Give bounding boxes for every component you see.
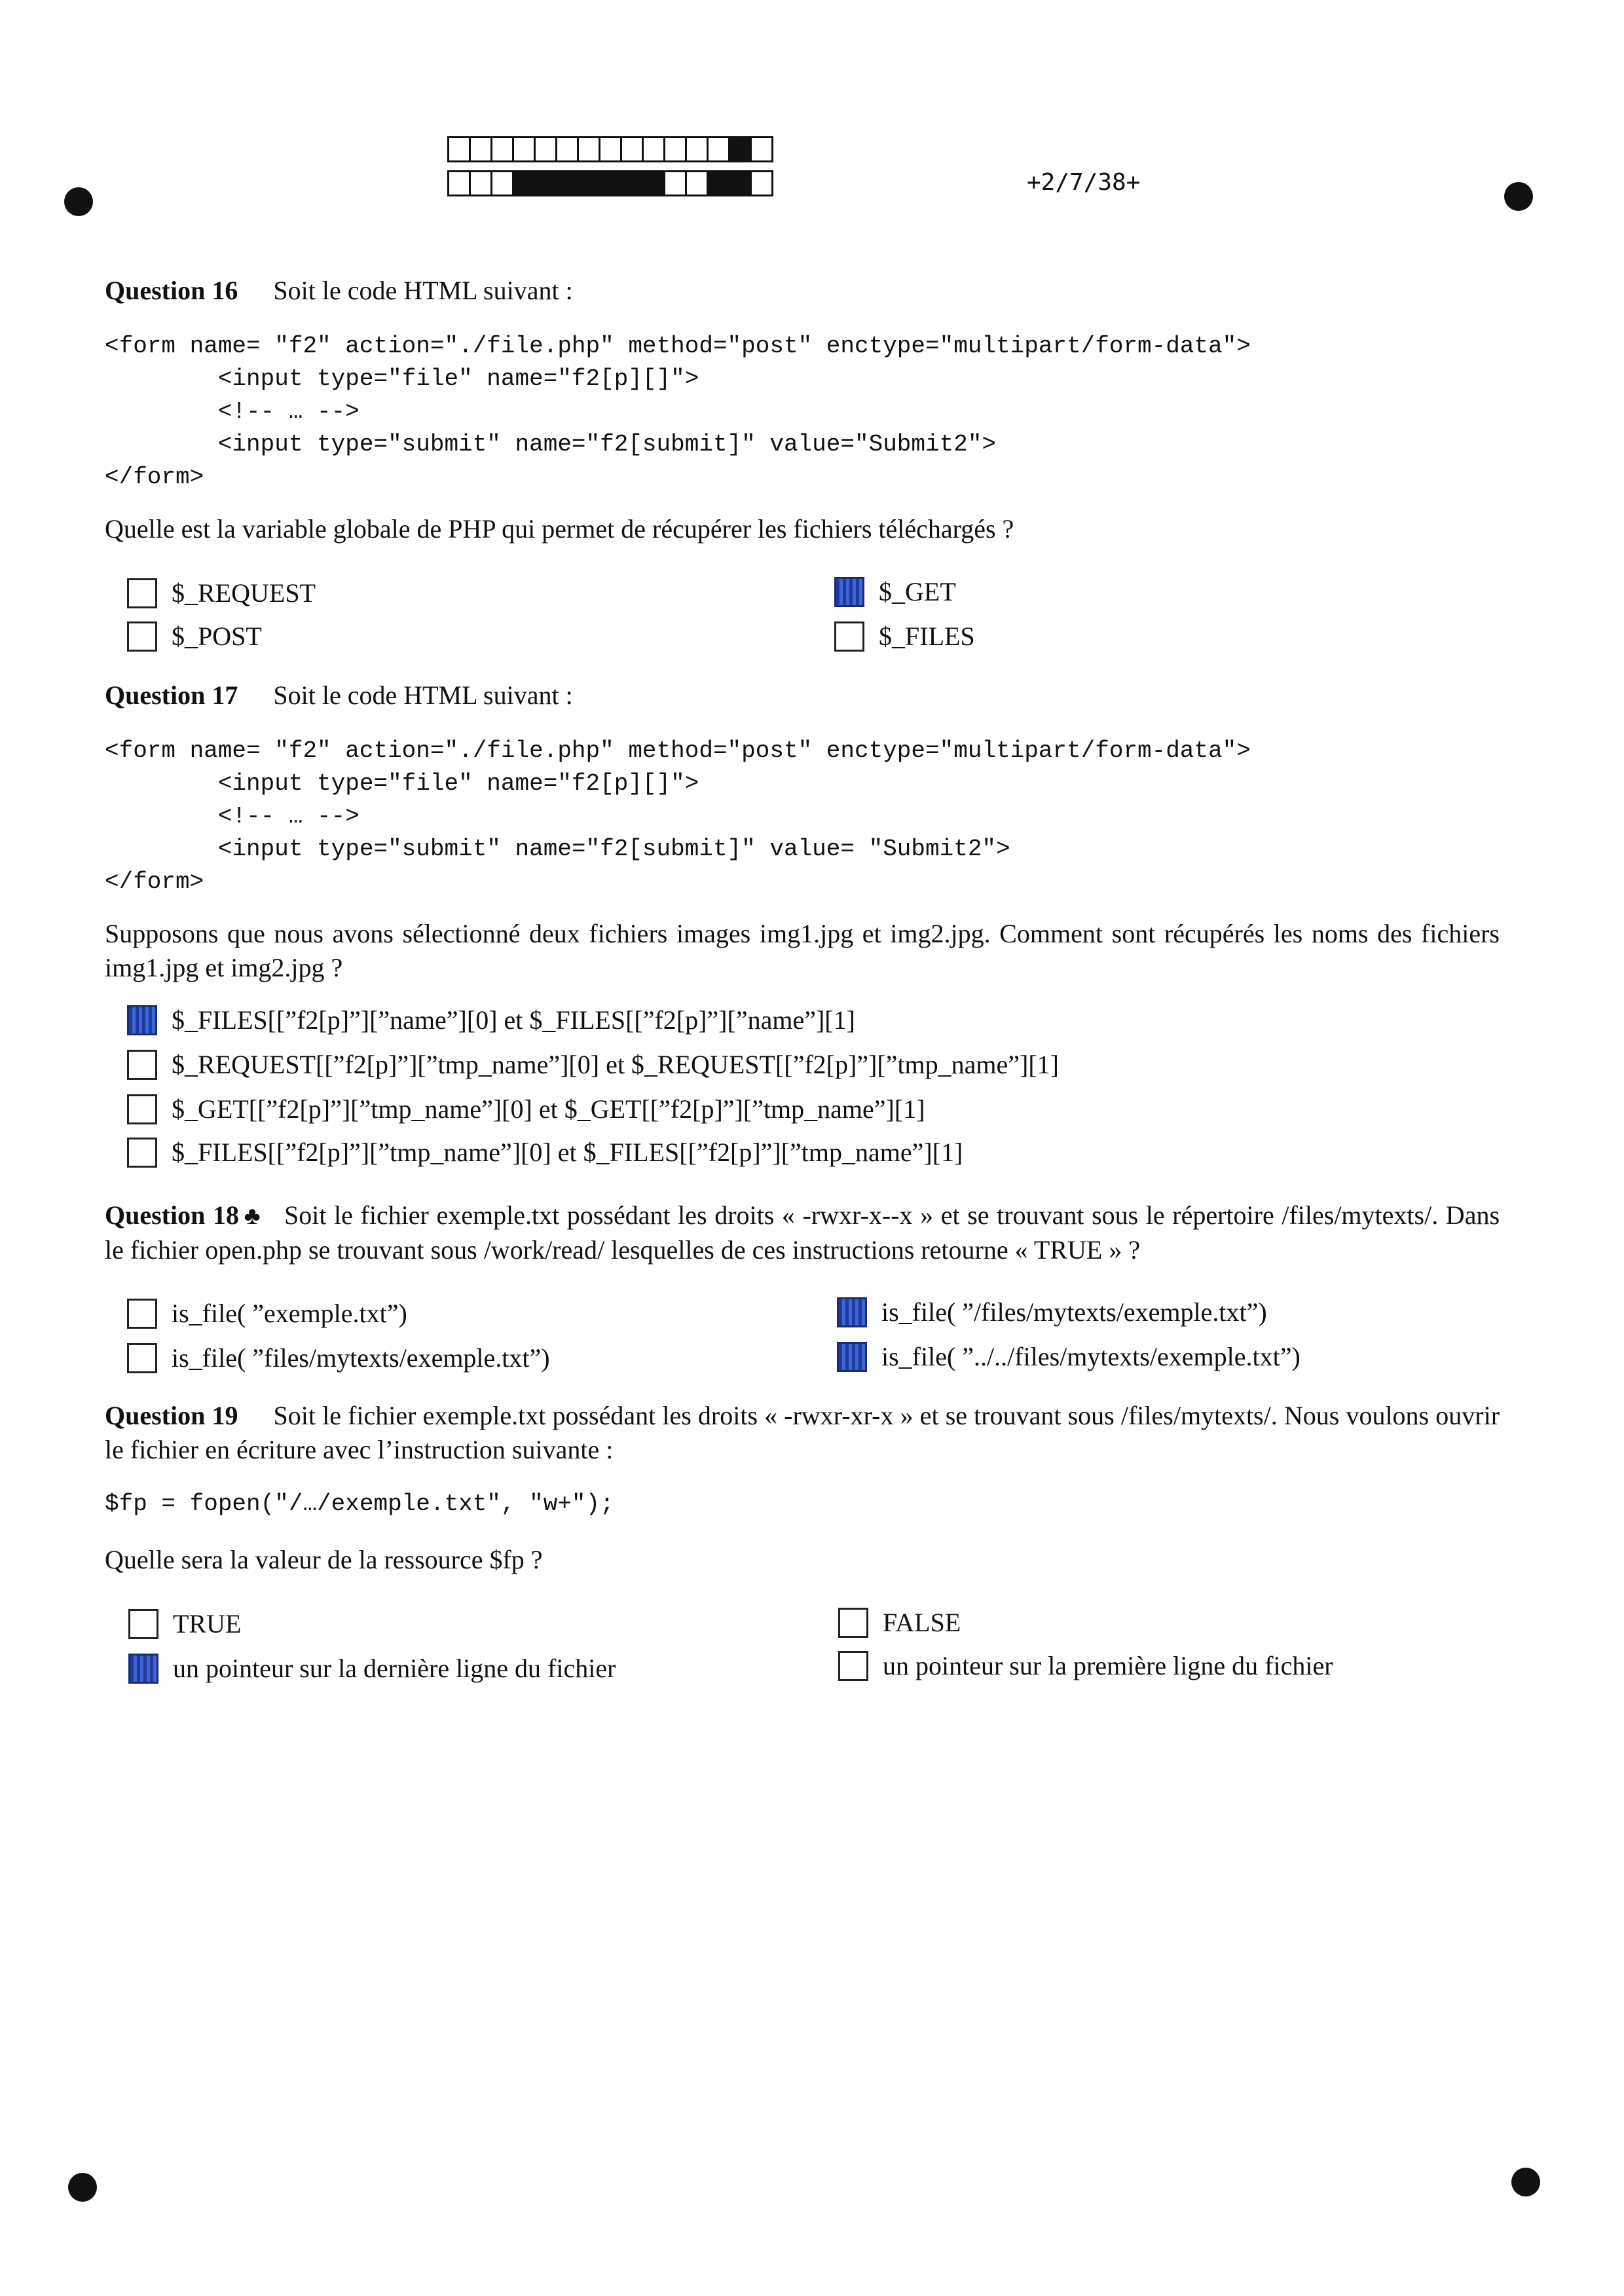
checkbox-checked[interactable] bbox=[128, 1654, 158, 1684]
checkbox-checked[interactable] bbox=[834, 577, 864, 607]
q17-option-4[interactable] bbox=[127, 1137, 963, 1168]
q17-option-2[interactable] bbox=[127, 1049, 1059, 1080]
option-label: $_FILES[[”f2[p]”][”tmp_name”][0] et $_FILES[[”f2[p]”][”tmp_name”][1] bbox=[172, 1138, 963, 1167]
option-label: TRUE bbox=[173, 1609, 242, 1639]
q16-option-post[interactable] bbox=[127, 621, 262, 652]
option-label: $_FILES[[”f2[p]”][”name”][0] et $_FILES[[”f2[p]”][”name”][1] bbox=[172, 1005, 855, 1035]
q19-option-false[interactable] bbox=[838, 1607, 961, 1638]
q16-option-files[interactable] bbox=[834, 621, 975, 652]
q18-option-2[interactable] bbox=[837, 1297, 1267, 1327]
option-label: $_GET bbox=[879, 577, 956, 606]
checkbox-checked[interactable] bbox=[127, 1005, 157, 1035]
checkbox[interactable] bbox=[838, 1608, 868, 1638]
checkbox[interactable] bbox=[127, 1138, 157, 1168]
option-label: is_file( ”/files/mytexts/exemple.txt”) bbox=[881, 1297, 1267, 1327]
question-17-text: Supposons que nous avons sélectionné deux fichiers images img1.jpg et img2.jpg. Comment sont récupérés les noms des fichiers img1.jpg et img2.jpg ? bbox=[105, 919, 1500, 982]
checkbox[interactable] bbox=[127, 1094, 157, 1124]
checkbox[interactable] bbox=[838, 1651, 868, 1681]
question-18-number: Question 18 bbox=[105, 1200, 239, 1230]
question-19-text bbox=[105, 1399, 1500, 1467]
checkbox[interactable] bbox=[127, 621, 157, 652]
q17-option-1[interactable] bbox=[127, 1005, 855, 1035]
question-18-text bbox=[105, 1198, 1500, 1267]
checkbox-checked[interactable] bbox=[837, 1342, 867, 1372]
checkbox[interactable] bbox=[834, 621, 864, 652]
option-label: $_POST bbox=[172, 621, 262, 651]
id-barcode-row-2 bbox=[449, 170, 773, 196]
registration-dot-top-left bbox=[64, 187, 93, 216]
option-label: FALSE bbox=[883, 1608, 961, 1637]
registration-dot-top-right bbox=[1504, 182, 1533, 211]
q17-option-3[interactable] bbox=[127, 1094, 925, 1124]
q19-option-last-line[interactable] bbox=[128, 1653, 616, 1684]
question-16-text: Quelle est la variable globale de PHP qui permet de récupérer les fichiers téléchargés ? bbox=[105, 514, 1014, 544]
checkbox[interactable] bbox=[127, 1343, 157, 1373]
q18-option-3[interactable] bbox=[127, 1342, 550, 1373]
option-label: $_REQUEST bbox=[172, 578, 316, 608]
question-19-question: Quelle sera la valeur de la ressource $fp ? bbox=[105, 1545, 543, 1574]
checkbox[interactable] bbox=[127, 1299, 157, 1329]
q19-option-true[interactable] bbox=[128, 1608, 241, 1639]
option-label: $_REQUEST[[”f2[p]”][”tmp_name”][0] et $_REQUEST[[”f2[p]”][”tmp_name”][1] bbox=[172, 1050, 1059, 1079]
question-16-number: Question 16 bbox=[105, 276, 238, 305]
question-17-code: <form name= "f2" action="./file.php" method="post" enctype="multipart/form-data"> <input type="file" name="f2[p][]"> <!-- … --> <input type="submit" name="f2[submit]" value= "Submit2"> </form> bbox=[105, 737, 1251, 895]
question-19-code: $fp = fopen("/…/exemple.txt", "w+"); bbox=[105, 1491, 614, 1517]
q19-option-first-line[interactable] bbox=[838, 1650, 1333, 1681]
question-18-intro: Soit le fichier exemple.txt possédant les droits « -rwxr-x--x » et se trouvant sous le répertoire /files/mytexts/. Dans le fichier open.php se trouvant sous /work/read/ lesquelles de ces instructions retourne « TRUE » ? bbox=[105, 1200, 1500, 1265]
id-barcode-row-1 bbox=[449, 136, 773, 162]
question-16-code: <form name= "f2" action="./file.php" method="post" enctype="multipart/form-data"> <input type="file" name="f2[p][]"> <!-- … --> <input type="submit" name="f2[submit]" value="Submit2"> </form> bbox=[105, 333, 1251, 491]
checkbox[interactable] bbox=[128, 1609, 158, 1639]
option-label: is_file( ”exemple.txt”) bbox=[172, 1299, 407, 1328]
q16-option-get[interactable] bbox=[834, 576, 956, 607]
question-17-number: Question 17 bbox=[105, 680, 238, 710]
q18-option-1[interactable] bbox=[127, 1298, 407, 1329]
checkbox[interactable] bbox=[127, 578, 157, 608]
question-19-number: Question 19 bbox=[105, 1401, 238, 1430]
question-16-intro: Soit le code HTML suivant : bbox=[273, 276, 573, 305]
option-label: is_file( ”files/mytexts/exemple.txt”) bbox=[172, 1343, 550, 1373]
question-19-intro: Soit le fichier exemple.txt possédant les droits « -rwxr-xr-x » et se trouvant sous /files/mytexts/. Nous voulons ouvrir le fichier en écriture avec l’instruction suivante : bbox=[105, 1401, 1500, 1464]
club-icon: ♣ bbox=[242, 1202, 262, 1230]
option-label: $_FILES bbox=[879, 621, 975, 651]
option-label: un pointeur sur la dernière ligne du fichier bbox=[173, 1654, 616, 1683]
question-16-header bbox=[105, 275, 573, 306]
option-label: $_GET[[”f2[p]”][”tmp_name”][0] et $_GET[[”f2[p]”][”tmp_name”][1] bbox=[172, 1094, 925, 1124]
question-17-intro: Soit le code HTML suivant : bbox=[273, 680, 573, 710]
page-id: +2/7/38+ bbox=[1027, 169, 1141, 196]
registration-dot-bottom-left bbox=[68, 2173, 97, 2202]
question-17-header bbox=[105, 680, 573, 711]
option-label: un pointeur sur la première ligne du fichier bbox=[883, 1651, 1333, 1680]
q18-option-4[interactable] bbox=[837, 1341, 1301, 1372]
option-label: is_file( ”../../files/mytexts/exemple.txt”) bbox=[881, 1342, 1301, 1371]
checkbox[interactable] bbox=[127, 1050, 157, 1080]
checkbox-checked[interactable] bbox=[837, 1297, 867, 1327]
registration-dot-bottom-right bbox=[1511, 2168, 1540, 2196]
q16-option-request[interactable] bbox=[127, 578, 316, 608]
